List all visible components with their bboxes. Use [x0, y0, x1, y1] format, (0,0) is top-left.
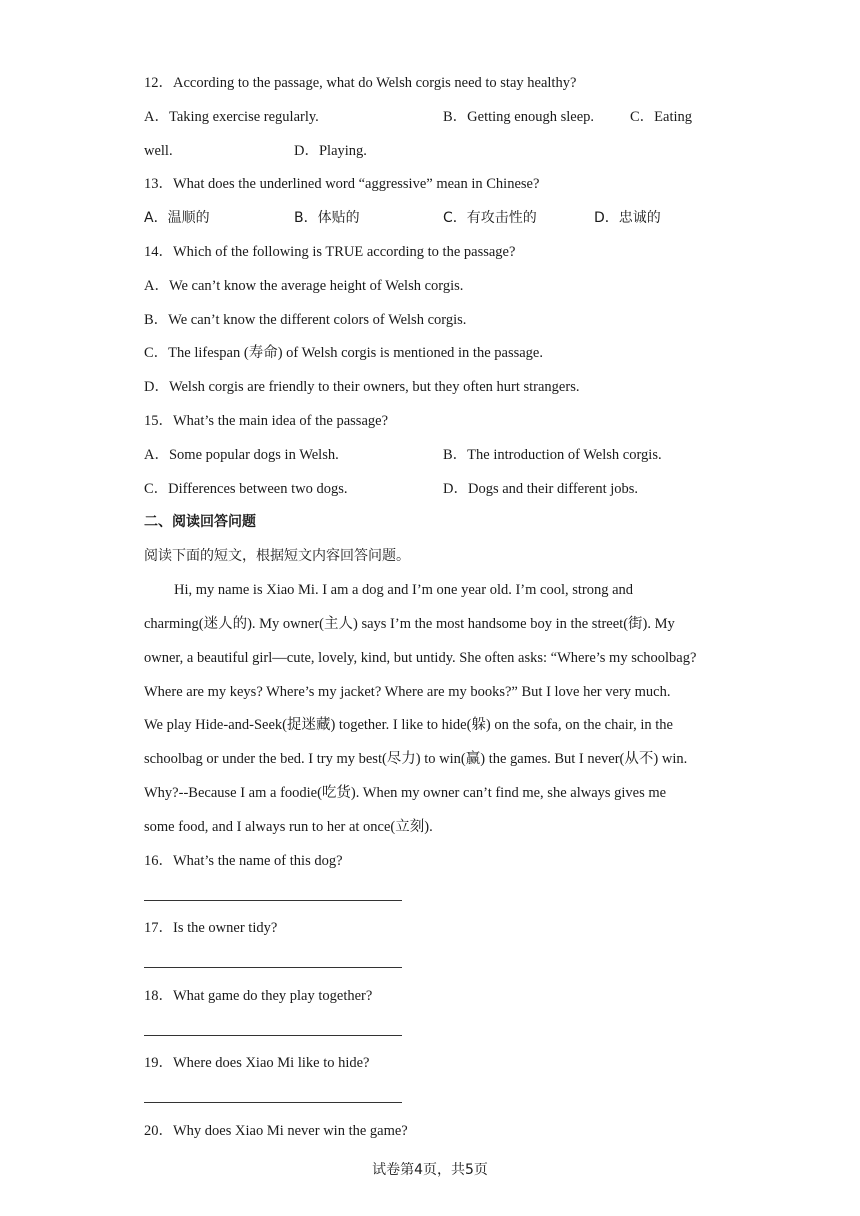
- answer-18-blank[interactable]: [144, 1035, 402, 1036]
- q12-option-a: A．Taking exercise regularly.: [144, 109, 319, 125]
- q12-option-c: C．Eating: [630, 109, 693, 125]
- q14-option-c: C．The lifespan (寿命) of Welsh corgis is mentioned in the passage.: [144, 345, 543, 361]
- answer-17-blank[interactable]: [144, 967, 402, 968]
- q13-option-c: C．有攻击性的: [443, 210, 537, 226]
- q15-option-a: A．Some popular dogs in Welsh.: [144, 447, 339, 463]
- q12-option-d: D．Playing.: [294, 143, 367, 159]
- question-15-stem: 15．What’s the main idea of the passage?: [144, 413, 389, 429]
- question-19-stem: 19．Where does Xiao Mi like to hide?: [144, 1055, 370, 1071]
- q13-option-a: A．温顺的: [144, 210, 210, 226]
- q14-option-b: B．We can’t know the different colors of Welsh corgis.: [144, 312, 467, 328]
- q15-option-c: C．Differences between two dogs.: [144, 481, 348, 497]
- question-14-stem: 14．Which of the following is TRUE according to the passage?: [144, 244, 516, 260]
- section-instruction: 阅读下面的短文，根据短文内容回答问题。: [144, 548, 410, 564]
- passage-line: Why?--Because I am a foodie(吃货). When my owner can’t find me, she always gives me: [144, 785, 667, 801]
- q15-option-d: D．Dogs and their different jobs.: [443, 481, 639, 497]
- q13-option-b: B．体贴的: [294, 210, 360, 226]
- passage-line: Where are my keys? Where’s my jacket? Where are my books?” But I love her very much.: [144, 684, 671, 700]
- question-16-stem: 16．What’s the name of this dog?: [144, 853, 343, 869]
- answer-19-blank[interactable]: [144, 1102, 402, 1103]
- passage-line: owner, a beautiful girl—cute, lovely, kind, but untidy. She often asks: “Where’s my schoolbag?: [144, 650, 697, 666]
- question-13-stem: 13．What does the underlined word “aggressive” mean in Chinese?: [144, 176, 540, 192]
- passage-line: Hi, my name is Xiao Mi. I am a dog and I’m one year old. I’m cool, strong and: [174, 582, 634, 598]
- question-17-stem: 17．Is the owner tidy?: [144, 920, 278, 936]
- passage-line: schoolbag or under the bed. I try my best(尽力) to win(赢) the games. But I never(从不) win.: [144, 751, 688, 767]
- q12-option-c-continued: well.: [144, 143, 173, 159]
- question-18-stem: 18．What game do they play together?: [144, 988, 373, 1004]
- question-20-stem: 20．Why does Xiao Mi never win the game?: [144, 1123, 408, 1139]
- passage-line: charming(迷人的). My owner(主人) says I’m the most handsome boy in the street(街). My: [144, 616, 675, 632]
- answer-16-blank[interactable]: [144, 900, 402, 901]
- q15-option-b: B．The introduction of Welsh corgis.: [443, 447, 662, 463]
- page-footer: 试卷第4页，共5页: [372, 1162, 488, 1178]
- passage-line: We play Hide-and-Seek(捉迷藏) together. I like to hide(躲) on the sofa, on the chair, in the: [144, 717, 673, 733]
- q14-option-d: D．Welsh corgis are friendly to their owners, but they often hurt strangers.: [144, 379, 580, 395]
- q14-option-a: A．We can’t know the average height of Welsh corgis.: [144, 278, 464, 294]
- question-12-stem: 12．According to the passage, what do Welsh corgis need to stay healthy?: [144, 75, 577, 91]
- section-heading: 二、阅读回答问题: [144, 514, 256, 530]
- q12-option-b: B．Getting enough sleep.: [443, 109, 595, 125]
- q13-option-d: D．忠诚的: [594, 210, 661, 226]
- passage-line: some food, and I always run to her at once(立刻).: [144, 819, 433, 835]
